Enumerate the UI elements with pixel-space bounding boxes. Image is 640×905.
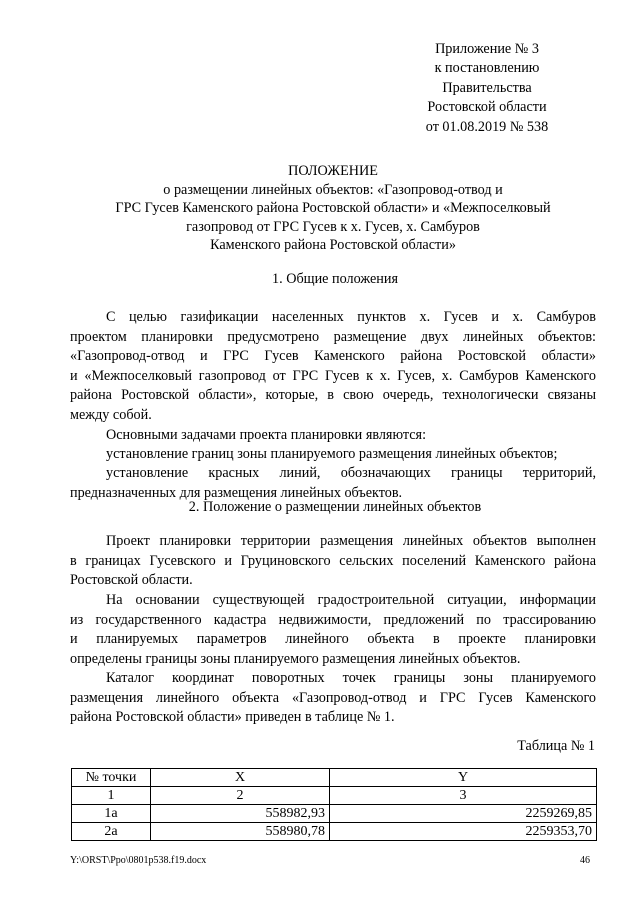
text-line: установление красных линий, обозначающих границы территорий, xyxy=(106,465,596,481)
section-1-paragraph-2 xyxy=(70,426,596,446)
section-1-paragraph-1 xyxy=(70,308,596,426)
text-line: С целью газификации населенных пунктов х. Гусев и х. Самбуров xyxy=(106,309,596,325)
text-line: «Газопровод-отвод и ГРС Гусев Каменского района Ростовской области» xyxy=(70,348,596,365)
title-line: газопровод от ГРС Гусев к х. Гусев, х. Самбуров xyxy=(186,218,480,235)
appendix-line: к постановлению xyxy=(434,60,540,77)
title-line: о размещении линейных объектов: «Газопровод-отвод и xyxy=(163,181,503,198)
text-line: Основными задачами проекта планировки являются: xyxy=(106,427,427,443)
column-number: 2 xyxy=(151,787,330,805)
y-coordinate-cell: 2259269,85 xyxy=(330,805,597,823)
section-1-heading: 1. Общие положения xyxy=(272,271,398,287)
section-2-heading: 2. Положение о размещении линейных объектов xyxy=(188,499,482,515)
section-2-paragraph-2 xyxy=(70,591,596,669)
section-1-paragraph-3 xyxy=(70,445,596,465)
footer-file-path: Y:\ORST\Ppo\0801p538.f19.docx xyxy=(70,855,207,866)
title-line: Каменского района Ростовской области» xyxy=(210,237,456,254)
table-header-row xyxy=(72,769,597,787)
point-id-cell: 2а xyxy=(72,823,151,841)
appendix-line: Ростовской области xyxy=(427,99,547,116)
text-line: в границах Гусевского и Груциновского сельских поселений Каменского района xyxy=(70,552,596,569)
text-line: На основании существующей градостроительной ситуации, информации xyxy=(106,592,596,608)
section-2-paragraph-3 xyxy=(70,669,596,728)
text-line: из государственного кадастра недвижимости, предложений по трассированию xyxy=(70,611,596,628)
x-coordinate-cell: 558980,78 xyxy=(151,823,330,841)
footer-page-number: 46 xyxy=(580,855,590,866)
text-line: Проект планировки территории размещения линейных объектов выполнен xyxy=(106,533,596,549)
text-line: района Ростовской области» приведен в таблице № 1. xyxy=(70,709,395,726)
section-2-paragraph-1 xyxy=(70,532,596,591)
column-header-point: № точки xyxy=(72,769,151,787)
document-title xyxy=(60,162,606,255)
text-line: предназначенных для размещения линейных объектов. xyxy=(70,484,403,501)
text-line: размещения линейного объекта «Газопровод-отвод и ГРС Гусев Каменского xyxy=(70,689,596,706)
text-line: Ростовской области. xyxy=(70,572,193,589)
x-coordinate-cell: 558982,93 xyxy=(151,805,330,823)
column-header-x: X xyxy=(151,769,330,787)
column-number: 3 xyxy=(330,787,597,805)
appendix-line: Приложение № 3 xyxy=(435,41,539,57)
text-line: и «Межпоселковый газопровод от ГРС Гусев к х. Гусев, х. Самбуров Каменского xyxy=(70,367,596,384)
text-line: проектом планировки предусмотрено размещение двух линейных объектов: xyxy=(70,328,596,345)
table-row xyxy=(72,823,597,841)
table-row xyxy=(72,805,597,823)
appendix-line: Правительства xyxy=(442,79,532,96)
text-line: и планируемых параметров линейного объекта в проекте планировки xyxy=(70,631,596,648)
text-line: Каталог координат поворотных точек границы зоны планируемого xyxy=(106,670,596,686)
y-coordinate-cell: 2259353,70 xyxy=(330,823,597,841)
column-number: 1 xyxy=(72,787,151,805)
title-line: ГРС Гусев Каменского района Ростовской области» и «Межпоселковый xyxy=(115,200,551,217)
table-numbering-row xyxy=(72,787,597,805)
title-line: ПОЛОЖЕНИЕ xyxy=(288,163,378,179)
point-id-cell: 1а xyxy=(72,805,151,823)
column-header-y: Y xyxy=(330,769,597,787)
text-line: установление границ зоны планируемого размещения линейных объектов; xyxy=(106,446,558,462)
appendix-line: от 01.08.2019 № 538 xyxy=(425,118,549,135)
table-caption: Таблица № 1 xyxy=(517,738,595,754)
coordinates-table xyxy=(71,768,597,841)
appendix-header xyxy=(392,40,582,137)
text-line: между собой. xyxy=(70,406,152,423)
text-line: района Ростовской области», которые, в свою очередь, технологически связаны xyxy=(70,387,596,404)
text-line: определены границы зоны планируемого размещения линейных объектов. xyxy=(70,650,521,667)
